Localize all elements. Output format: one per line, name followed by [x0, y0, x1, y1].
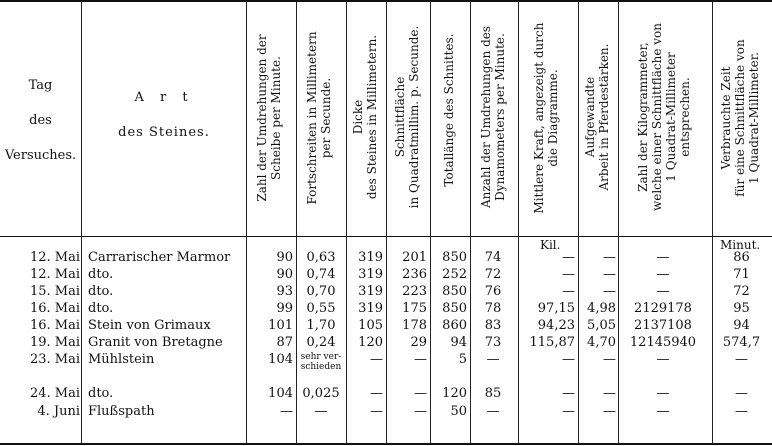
header-kraft: Mittlere Kraft, angezeigt durch die Diagramme.	[532, 22, 560, 214]
table-cell-d: 319	[358, 267, 383, 282]
header-schnittflaeche: Schnittfläche in Quadratmillim. p. Secunde.	[393, 25, 421, 209]
table-cell-d: 319	[358, 250, 383, 265]
bottom-rule	[0, 443, 772, 445]
table-cell-stein: dto.	[88, 386, 114, 401]
table-cell-a: 73	[484, 335, 502, 350]
table-cell-p: 4,70	[587, 335, 616, 350]
table-cell-d: 120	[358, 335, 383, 350]
table-cell-k: 94,23	[537, 318, 575, 333]
table-cell-date: 19. Mai	[29, 335, 80, 350]
table-cell-p: —	[603, 250, 616, 265]
header-art-line: A r t	[134, 90, 194, 105]
table-cell-z: 71	[733, 267, 750, 282]
table-cell-stein: dto.	[88, 284, 114, 299]
header-tag	[0, 78, 81, 163]
header-tag-line: Versuches.	[4, 148, 77, 163]
table-cell-a: 72	[484, 267, 502, 282]
table-cell-k: —	[562, 267, 575, 282]
header-dicke: Dicke des Steines in Millimetern.	[351, 34, 379, 200]
table-cell-z: —	[735, 404, 748, 419]
table-cell-u: 90	[276, 267, 293, 282]
table-cell-a: 85	[484, 386, 502, 401]
table-cell-kg: —	[656, 404, 670, 419]
table-cell-kg: —	[656, 352, 670, 367]
table-cell-s: 236	[402, 267, 427, 282]
table-cell-t: 860	[442, 318, 467, 333]
table-cell-u: 93	[276, 284, 293, 299]
table-cell-s: 223	[402, 284, 427, 299]
table-cell-stein: Flußspath	[88, 404, 155, 419]
table-cell-a: 83	[484, 318, 502, 333]
table-cell-k: —	[562, 250, 575, 265]
table-cell-k: 97,15	[537, 301, 575, 316]
table-cell-s: —	[414, 386, 427, 401]
table-cell-z: —	[735, 352, 748, 367]
col-divider	[518, 2, 519, 443]
table-cell-u: 99	[276, 301, 293, 316]
table-cell-t: 50	[450, 404, 467, 419]
unit-minut: Minut.	[720, 238, 761, 252]
header-art-line: des Steines.	[118, 125, 210, 140]
table-cell-a: —	[486, 404, 500, 419]
table-cell-z: 72	[733, 284, 750, 299]
table-cell-date: 23. Mai	[29, 352, 80, 367]
table-cell-stein: dto.	[88, 301, 114, 316]
table-cell-date: 24. Mai	[29, 386, 80, 401]
table-cell-t: 120	[442, 386, 467, 401]
table-cell-stein: Carrarischer Marmor	[88, 250, 231, 265]
table-cell-kg: 12145940	[629, 335, 697, 350]
table-cell-stein: dto.	[88, 267, 114, 282]
table-cell-d: —	[370, 352, 383, 367]
table-cell-p: —	[603, 267, 616, 282]
table-cell-d: —	[370, 386, 383, 401]
table-cell-z: —	[735, 386, 748, 401]
col-divider	[712, 2, 713, 443]
table-cell-s: —	[414, 404, 427, 419]
table-cell-a: 76	[484, 284, 502, 299]
table-cell-f: 0,24	[306, 335, 336, 350]
table-cell-u: —	[280, 404, 293, 419]
header-fortschreiten: Fortschreiten in Millimetern per Secunde.	[305, 31, 333, 205]
header-kilogrammeter: Zahl der Kilogrammeter, welche einer Schnittfläche von 1 Quadrat-Millimeter entsprechen.	[636, 22, 692, 212]
table-cell-date: 4. Juni	[37, 404, 80, 419]
table-cell-z: 574,7	[722, 335, 761, 350]
table-cell-k: —	[562, 386, 575, 401]
col-divider	[346, 2, 347, 443]
table-cell-t: 850	[442, 301, 467, 316]
col-divider	[386, 2, 387, 443]
table-cell-kg: 2137108	[634, 318, 692, 333]
header-tag-line: Tag	[28, 78, 53, 93]
table-cell-f: 1,70	[306, 318, 336, 333]
table-cell-t: 5	[458, 352, 467, 367]
header-totallaenge: Totallänge des Schnittes.	[442, 33, 456, 187]
table-cell-p: —	[603, 352, 616, 367]
table-cell-f: 0,70	[306, 284, 336, 299]
table-cell-p: 4,98	[587, 301, 616, 316]
table-cell-a: 74	[484, 250, 502, 265]
table-cell-d: 319	[358, 284, 383, 299]
table-cell-d: 105	[358, 318, 383, 333]
table-cell-f: —	[314, 404, 328, 419]
col-divider	[470, 2, 471, 443]
table-cell-kg: —	[656, 250, 670, 265]
col-divider	[296, 2, 297, 443]
table-cell-f: 0,55	[306, 301, 336, 316]
table-cell-s: —	[414, 352, 427, 367]
table-cell-t: 850	[442, 284, 467, 299]
table-cell-k: 115,87	[529, 335, 575, 350]
table-cell-date: 16. Mai	[29, 318, 80, 333]
table-cell-kg: —	[656, 267, 670, 282]
table-cell-s: 175	[402, 301, 427, 316]
table-cell-stein: Granit von Bretagne	[88, 335, 223, 350]
header-tag-line: des	[29, 113, 52, 128]
header-art	[82, 90, 246, 140]
table-cell-z: 95	[733, 301, 750, 316]
table-cell-a: 78	[484, 301, 502, 316]
table-cell-date: 12. Mai	[29, 267, 80, 282]
table-cell-kg: 2129178	[634, 301, 692, 316]
table-cell-k: —	[562, 352, 575, 367]
table-cell-s: 201	[402, 250, 427, 265]
table-cell-k: —	[562, 284, 575, 299]
table-cell-date: 15. Mai	[29, 284, 80, 299]
header-dynamometer: Anzahl der Umdrehungen des Dynamometers per Minute.	[479, 25, 507, 209]
table-cell-t: 94	[450, 335, 467, 350]
table-cell-stein: Stein von Grimaux	[88, 318, 211, 333]
header-zeit: Verbrauchte Zeit für eine Schnittfläche von 1 Quadrat-Millimeter.	[719, 39, 761, 197]
table-cell-t: 850	[442, 250, 467, 265]
col-divider	[578, 2, 579, 443]
header-arbeit: Aufgewandte Arbeit in Pferdestärken.	[583, 43, 611, 191]
table-cell-u: 104	[268, 386, 293, 401]
table-cell-u: 101	[268, 318, 293, 333]
table-cell-u: 104	[268, 352, 293, 367]
table-cell-f: 0,025	[302, 386, 340, 401]
table-cell-s: 178	[402, 318, 427, 333]
header-umdrehungen: Zahl der Umdrehungen der Scheibe per Minute.	[255, 34, 283, 202]
table-cell-p: —	[603, 404, 616, 419]
col-divider	[246, 2, 247, 443]
table-cell-f: 0,74	[306, 267, 336, 282]
col-divider	[430, 2, 431, 443]
table-cell-p: —	[603, 284, 616, 299]
unit-kil: Kil.	[540, 238, 561, 252]
table-cell-kg: —	[656, 284, 670, 299]
table-cell-d: —	[370, 404, 383, 419]
table-cell-u: 87	[276, 335, 293, 350]
table-cell-date: 16. Mai	[29, 301, 80, 316]
table-cell-d: 319	[358, 301, 383, 316]
table-cell-a: —	[486, 352, 500, 367]
table-cell-kg: —	[656, 386, 670, 401]
table-cell-date: 12. Mai	[29, 250, 80, 265]
table-cell-s: 29	[410, 335, 427, 350]
col-divider	[81, 2, 82, 443]
table-cell-z: 94	[733, 318, 750, 333]
table-cell-p: 5,05	[587, 318, 616, 333]
table-cell-f: 0,63	[306, 250, 336, 265]
table-cell-f: sehr ver- schieden	[300, 352, 342, 372]
table-cell-stein: Mühlstein	[88, 352, 155, 367]
table-cell-t: 252	[442, 267, 467, 282]
table-cell-u: 90	[276, 250, 293, 265]
table-cell-p: —	[603, 386, 616, 401]
table-cell-z: 86	[733, 250, 750, 265]
col-divider	[618, 2, 619, 443]
table-cell-k: —	[562, 404, 575, 419]
